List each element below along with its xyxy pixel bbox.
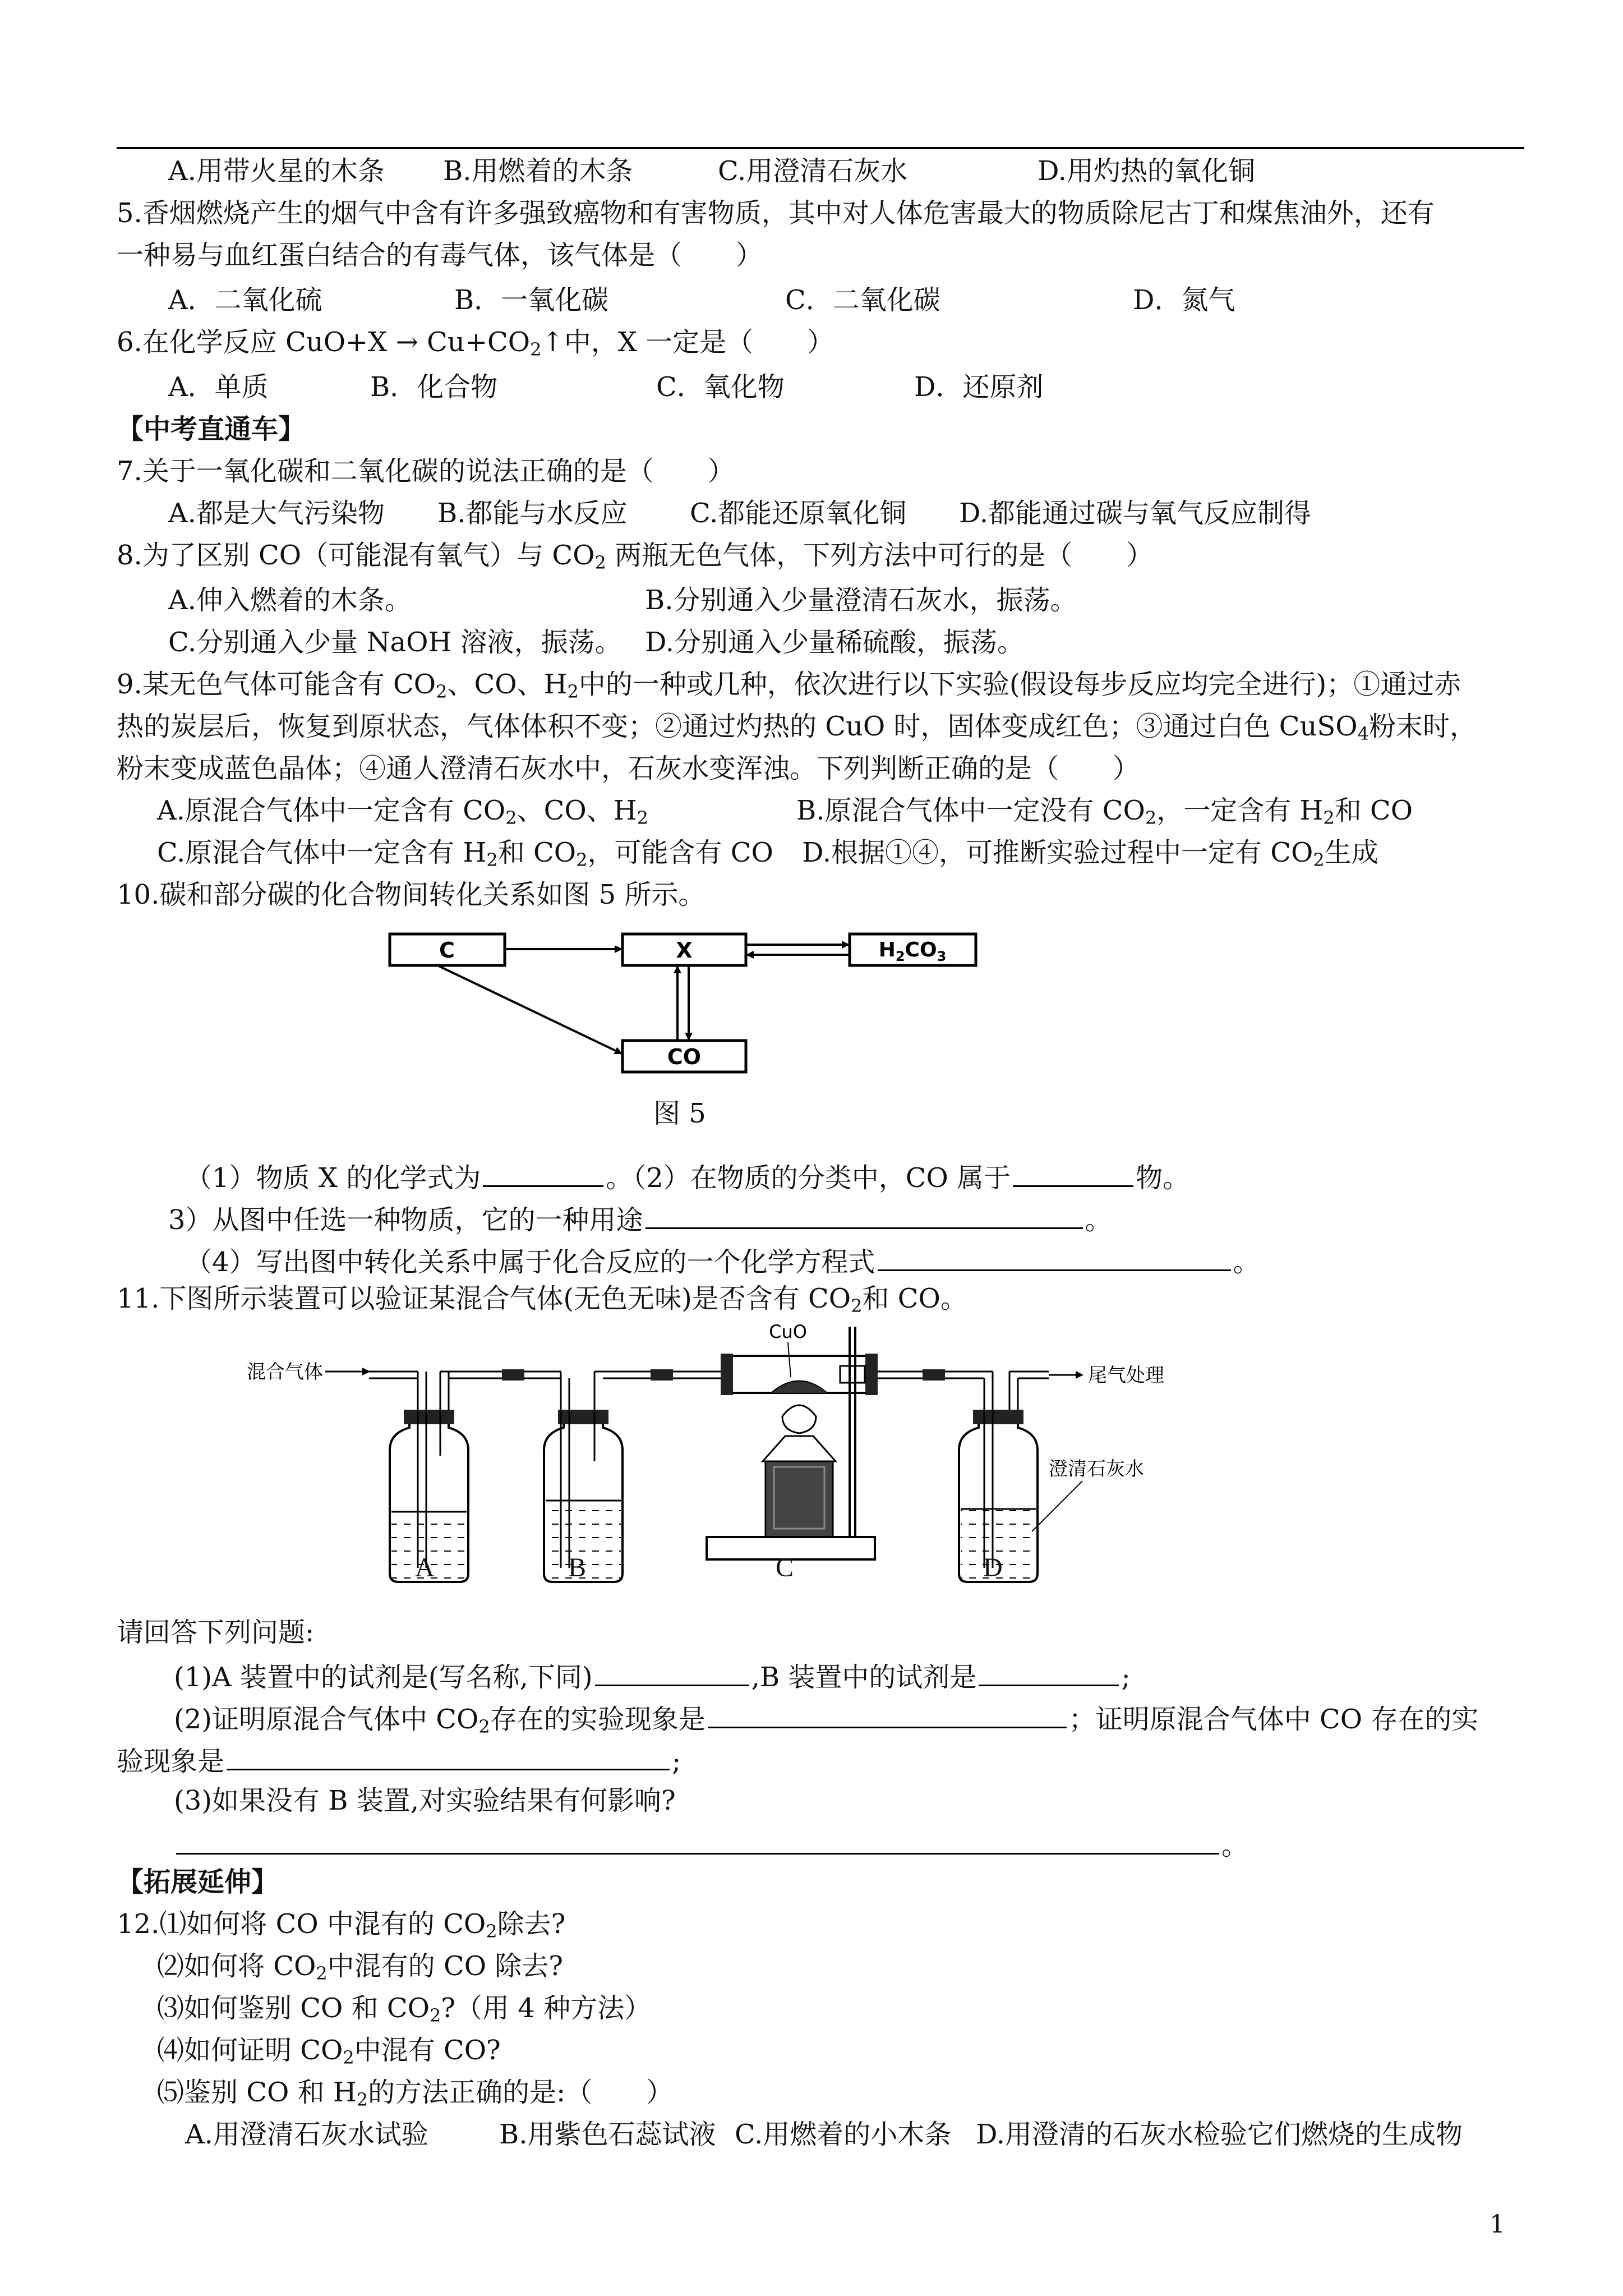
bottle-b [544, 1372, 623, 1582]
q8-option-c: C.分别通入少量 NaOH 溶液，振荡。 [168, 627, 622, 658]
q5-option-a: A．二氧化硫 [168, 284, 322, 316]
figure-gas-apparatus [241, 1315, 1195, 1596]
q10-part3: 3）从图中任选一种物质，它的一种用途 。 [168, 1200, 1112, 1237]
q11-stem: 11.下图所示装置可以验证某混合气体(无色无味)是否含有 $CO_2$和 CO。 [117, 1283, 967, 1317]
label-co: CO [667, 1045, 702, 1069]
q12-line3: ⑶如何鉴别 CO 和 $CO_2$?（用 4 种方法） [157, 1993, 652, 2026]
q4-option-d: D.用灼热的氧化铜 [1038, 155, 1256, 187]
q7-option-a: A.都是大气污染物 [168, 498, 385, 529]
q8-option-a: A.伸入燃着的木条。 [168, 585, 412, 616]
q8-option-b: B.分别通入少量澄清石灰水，振荡。 [645, 585, 1077, 616]
q11-ask: 请回答下列问题: [117, 1617, 315, 1648]
q6-option-b: B．化合物 [370, 371, 498, 403]
q9-option-d: D.根据①④，可推断实验过程中一定有 $CO_2$生成 [802, 837, 1378, 871]
q7-option-c: C.都能还原氧化铜 [690, 498, 907, 529]
label-h2co3: $H_2CO_3$ [878, 938, 947, 964]
q12-option-b: B.用紫色石蕊试液 [499, 2119, 716, 2150]
label-c: C [776, 1553, 794, 1582]
label-inlet: 混合气体 [247, 1361, 323, 1383]
page-number: 1 [1490, 2210, 1505, 2239]
q12-line4: ⑷如何证明 $CO_2$中混有 CO? [157, 2035, 501, 2068]
q5-option-c: C．二氧化碳 [785, 284, 940, 316]
header-rule [117, 147, 1524, 149]
figure-5-caption: 图 5 [653, 1098, 706, 1129]
q9-stem-line1: 9.某无色气体可能含有 $CO_2$、CO、$H_2$中的一种或几种，依次进行以下实验(假设每步反应均完全进行)；①通过赤 [117, 669, 1461, 702]
q6-option-d: D．还原剂 [914, 371, 1044, 403]
q4-option-a: A.用带火星的木条 [168, 155, 385, 187]
label-cuo: CuO [769, 1321, 807, 1342]
q5-stem-line2: 一种易与血红蛋白结合的有毒气体，该气体是（ ） [117, 240, 763, 271]
section-heading-exam: 【中考直通车】 [117, 413, 306, 445]
q11-part2-line2: 验现象是 ; [117, 1742, 681, 1778]
q8-stem: 8.为了区别 CO（可能混有氧气）与 $CO_2$ 两瓶无色气体，下列方法中可行的是（ ） [117, 540, 1154, 573]
bottle-d [959, 1372, 1038, 1582]
q12-option-a: A.用澄清石灰水试验 [185, 2119, 428, 2150]
q10-stem: 10.碳和部分碳的化合物间转化关系如图 5 所示。 [117, 879, 706, 910]
q5-option-b: B．一氧化碳 [454, 284, 609, 316]
label-d: D [983, 1553, 1003, 1582]
q10-part4: （4）写出图中转化关系中属于化合反应的一个化学方程式 。 [185, 1243, 1260, 1279]
cuo-tube-and-burner [707, 1321, 878, 1559]
q4-option-b: B.用燃着的木条 [443, 155, 633, 187]
q7-option-d: D.都能通过碳与氧气反应制得 [959, 498, 1312, 529]
q9-option-b: B.原混合气体中一定没有 $CO_2$，一定含有 $H_2$和 CO [796, 795, 1413, 829]
q9-option-c: C.原混合气体中一定含有 $H_2$和 $CO_2$，可能含有 CO [157, 837, 773, 871]
q12-line5: ⑸鉴别 CO 和 $H_2$的方法正确的是:（ ） [157, 2077, 674, 2110]
q10-part1-2: （1）物质 X 的化学式为 。（2）在物质的分类中，CO 属于 物。 [185, 1158, 1189, 1195]
section-heading-extension: 【拓展延伸】 [117, 1866, 279, 1898]
q11-part3: (3)如果没有 B 装置,对实验结果有何影响? [174, 1785, 676, 1816]
q9-option-a: A.原混合气体中一定含有 $CO_2$、CO、$H_2$ [157, 795, 648, 829]
q11-part3-answer: 。 [174, 1826, 1248, 1862]
q11-part2-line1: (2)证明原混合气体中 $CO_2$存在的实验现象是 ；证明原混合气体中 CO 存在的实 [174, 1700, 1478, 1736]
figure-5-carbon-diagram [387, 926, 993, 1088]
label-b: B [568, 1553, 587, 1582]
label-outlet: 尾气处理 [1088, 1364, 1164, 1387]
arrow-c-to-co [437, 965, 621, 1053]
q11-part1: (1)A 装置中的试剂是(写名称,下同) ,B 装置中的试剂是 ; [174, 1658, 1131, 1694]
q12-option-d: D.用澄清的石灰水检验它们燃烧的生成物 [976, 2119, 1463, 2150]
label-c: C [439, 938, 455, 963]
label-limewater: 澄清石灰水 [1049, 1458, 1144, 1480]
q9-stem-line3: 粉末变成蓝色晶体；④通人澄清石灰水中，石灰水变浑浊。下列判断正确的是（ ） [117, 753, 1140, 784]
label-a: A [415, 1553, 435, 1582]
q12-option-c: C.用燃着的小木条 [735, 2119, 952, 2150]
q5-option-d: D．氮气 [1133, 284, 1235, 316]
q6-option-a: A．单质 [168, 371, 269, 403]
q5-stem-line1: 5.香烟燃烧产生的烟气中含有许多强致癌物和有害物质，其中对人体危害最大的物质除尼古丁和煤焦油外，还有 [117, 197, 1435, 229]
bottle-a [369, 1372, 468, 1582]
q4-option-c: C.用澄清石灰水 [718, 155, 908, 187]
q6-option-c: C．氧化物 [656, 371, 785, 403]
q9-stem-line2: 热的炭层后，恢复到原状态，气体体积不变；②通过灼热的 CuO 时，固体变成红色；③通过白色 CuSO$_4$粉末时， [117, 711, 1477, 744]
q7-option-b: B.都能与水反应 [437, 498, 628, 529]
q12-line1: 12.⑴如何将 CO 中混有的 $CO_2$除去? [117, 1908, 566, 1942]
q12-line2: ⑵如何将 $CO_2$中混有的 CO 除去? [157, 1950, 564, 1984]
q8-option-d: D.分别通入少量稀硫酸，振荡。 [645, 627, 1025, 658]
label-x: X [676, 938, 693, 963]
q6-stem: 6.在化学反应 $CuO+X \to Cu+CO_2↑$中，X 一定是（ ） [117, 326, 834, 360]
q7-stem: 7.关于一氧化碳和二氧化碳的说法正确的是（ ） [117, 455, 735, 487]
